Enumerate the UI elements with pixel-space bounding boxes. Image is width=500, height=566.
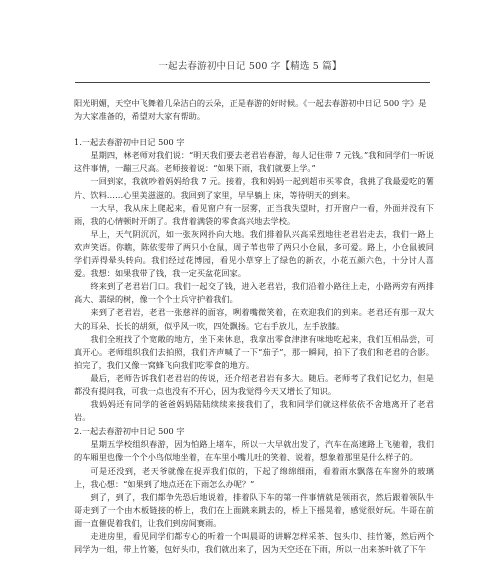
title-divider — [75, 82, 430, 83]
intro-paragraph: 阳光明媚，天空中飞舞着几朵洁白的云朵，正是春游的好时候。《一起去春游初中日记 500 字》是为大家准备的，希望对大家有帮助。 — [74, 98, 427, 122]
paragraph: 来到了老君岩，老君一张慈祥的面容，咧着嘴微笑着，在欢迎我们的到来。老君还有那一双大大的耳朵、长长的胡须，似乎风一吹，四处飘扬。它右手放儿，左手放膝。 — [74, 307, 434, 331]
section-heading: 2.一起去春游初中日记 500 字 — [74, 426, 185, 437]
paragraph: 我们全班找了个宽敞的地方，坐下来休息，我拿出零食津津有味地吃起来，我们互相品尝，可真开心。老师组织我们去拍照，我们齐声喊了一下“茄子”，那一瞬间，拍下了我们和老君的合影。拍完了，我们又像一窝蜂飞向我们吃零食的地方。 — [74, 333, 434, 370]
paragraph: 走进房里，看见同学们都专心的听着一个叫晨哥的讲解怎样采茶、包头巾、挂竹篓，然后两个同学为一组，带上竹篓，包好头巾，我们就出来了，因为天空还在下雨，所以一出来茶叶就了下午 — [74, 531, 434, 555]
paragraph: 一大早，我从床上爬起来，看见窗户有一层雾，正当我失望时，打开窗户一看，外面并没有下雨，我的心情顿时开朗了。我背着满袋的零食高兴地去学校。 — [74, 202, 434, 226]
paragraph: 最后，老师告诉我们老君岩的传说，还介绍老君岩有多大。随后。老师考了我们记忆力，但是都没有提问我，可我一点也没有不开心，因为我觉得今天又增长了知识。 — [74, 372, 434, 396]
paragraph: 可是还没到，老天爷就像在捉弄我们似的，下起了绵绵细雨，看着雨水飘落在车窗外的玻璃上，我心想：“如果到了地点还在下雨怎么办呢？” — [74, 465, 434, 489]
paragraph: 一回到家，我就吵着妈妈给我 7 元。接着，我和妈妈一起到超市买零食，我挑了我最爱吃的薯片、饮料……心里美滋滋的。我回到了家里，早早躺上 床，等待明天的到来。 — [74, 176, 434, 200]
paragraph: 星期五学校组织春游，因为怕路上堵车，所以一大早就出发了，汽车在高速路上飞驰着，我们的车厢里也像一个个小鸟似地坐着，在车里小嘴儿吐的笑着、说着，想象着那里是什么样子的。 — [74, 439, 434, 463]
paragraph: 早上，天气阴沉沉，如一张灰网扑向大地。我们排着队兴高采烈地往老君岩走去，我们一路上欢声笑语。你瞧，陈依雯带了两只小仓鼠，周子苇也带了两只小仓鼠，多可爱。路上，小仓鼠被同学们弄得晕头转向。我们经过花博园，看见小草穿上了绿色的新衣，小花五颜六色，十分讨人喜爱。我想：如果我带了钱，我一定买盆花回家。 — [74, 228, 434, 279]
page-bottom-edge — [0, 560, 500, 566]
page-title: 一起去春游初中日记 500 字【精选 5 篇】 — [158, 61, 342, 72]
paragraph: 我妈妈还有同学的爸爸妈妈陆陆续续来接我们了，我和同学们就这样依依不舍地离开了老君岩。 — [74, 399, 434, 423]
paragraph: 星期四，林老师对我们说：“明天我们要去老君岩春游，每人记住带 7 元钱。”我和同学们一听说这件事情，一蹦三尺高。老师接着说：“如果下雨，我们就要上学。” — [74, 150, 434, 174]
paragraph: 终来到了老君岩门口。我们一起交了钱，进入老君岩，我们沿着小路往上走，小路两旁有两排高大、翡绿的树，像一个个士兵守护着我们。 — [74, 281, 434, 305]
paragraph: 到了，到了，我们都争先恐后地说着，排着队下车的第一件事情就是领雨衣，然后跟着领队牛哥走到了一个由木板链接的桥上，我们在上面跳来跳去的，桥上下摇晃着，感觉很好玩。牛哥在前面一直催促着我们，让我们到房间赛雨。 — [74, 491, 434, 528]
section-heading: 1.一起去春游初中日记 500 字 — [74, 137, 185, 148]
document-body — [74, 97, 434, 556]
